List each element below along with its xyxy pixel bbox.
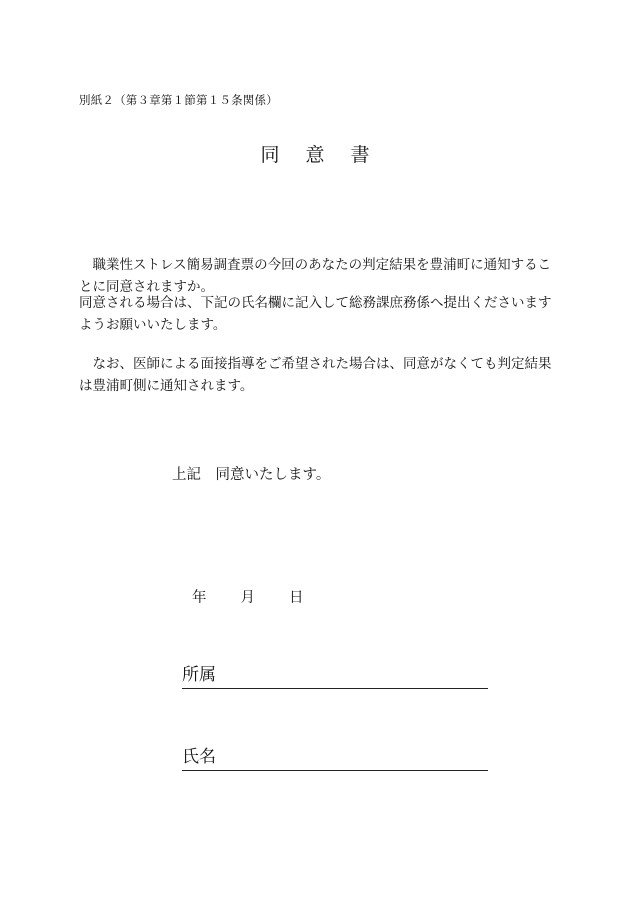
agreement-statement: 上記 同意いたします。 [172, 467, 331, 483]
year-label: 年 [192, 590, 207, 606]
paragraph-consent-question: 職業性ストレス簡易調査票の今回のあなたの判定結果を豊浦町に通知することに同意されますか。 [79, 257, 552, 295]
paragraph-interview-note: なお、医師による面接指導をご希望された場合は、同意がなくても判定結果は豊浦町側に通知されます。 [79, 356, 552, 394]
name-label: 氏名 [182, 747, 216, 767]
document-reference: 別紙２（第３章第１節第１５条関係） [79, 93, 278, 107]
name-field[interactable] [182, 746, 488, 771]
day-label: 日 [289, 590, 304, 606]
date-fields [192, 586, 304, 607]
affiliation-label: 所属 [182, 665, 216, 685]
paragraph-submission-instructions: 同意される場合は、下記の氏名欄に記入して総務課庶務係へ提出くださいますようお願いいたします。 [79, 295, 552, 333]
document-title: 同 意 書 [260, 144, 380, 166]
month-label: 月 [240, 590, 255, 606]
affiliation-field[interactable] [182, 664, 488, 689]
